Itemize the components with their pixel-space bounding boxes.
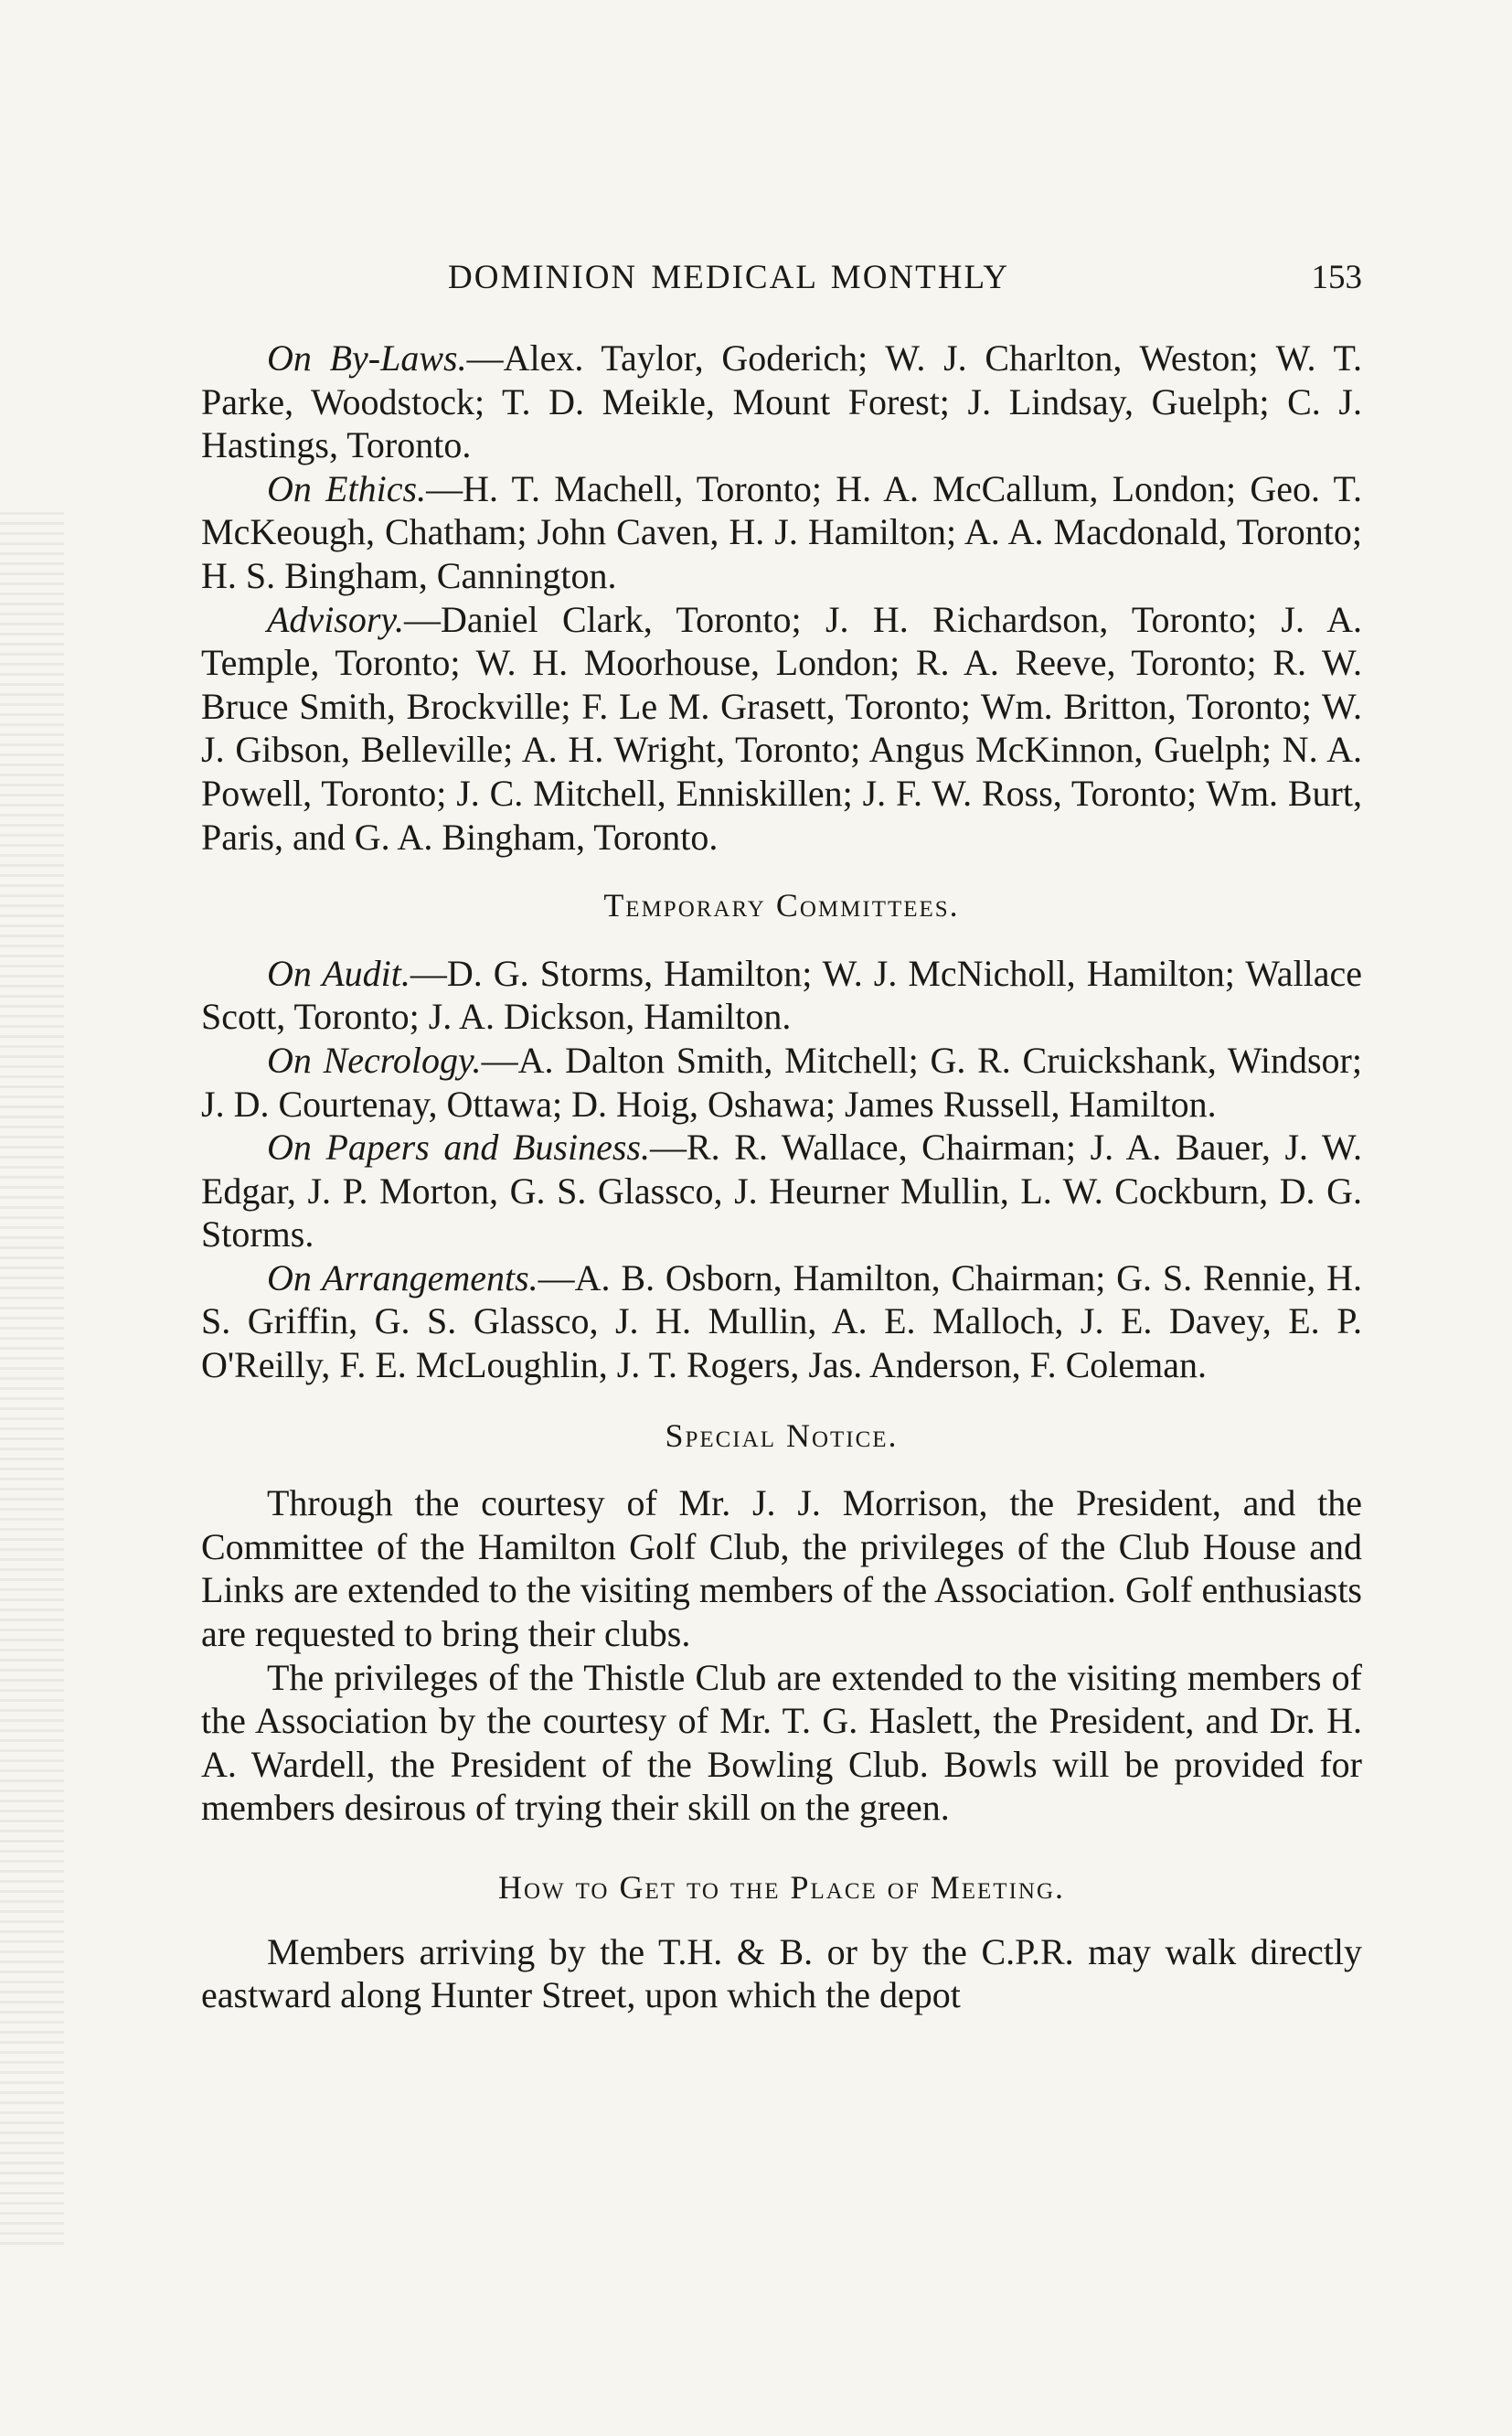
body-text bbox=[201, 337, 1362, 2017]
running-head bbox=[201, 258, 1362, 304]
advisory-label: Advisory. bbox=[267, 598, 404, 640]
papers-text: —R. R. Wallace, Chairman; J. A. Bauer, J. W. Edgar, J. P. Morton, G. S. Glassco, J. Heurner Mullin, L. W. Cockburn, D. G. Storms. bbox=[201, 1127, 1362, 1255]
audit-text: —D. G. Storms, Hamilton; W. J. McNicholl, Hamilton; Wallace Scott, Toronto; J. A. Dickson, Hamilton. bbox=[201, 952, 1363, 1038]
papers-label: On Papers and Business. bbox=[267, 1127, 650, 1169]
necrology-text: —A. Dalton Smith, Mitchell; G. R. Cruickshank, Windsor; J. D. Courtenay, Ottawa; D. Hoig, Oshawa; James Russell, Hamilton. bbox=[201, 1039, 1362, 1125]
advisory-text: —Daniel Clark, Toronto; J. H. Richardson, Toronto; J. A. Temple, Toronto; W. H. Moorhouse, London; R. A. Reeve, Toronto; R. W. Bruce Smith, Brockville; F. Le M. Grasett, Toronto; Wm. Britton, Toronto; W. J. Gibson, Belleville; A. H. Wright, Toronto; Angus McKinnon, Guelph; N. A. Powell, Toronto; J. C. Mitchell, Enniskillen; J. F. W. Ross, Toronto; Wm. Burt, Paris, and G. A. Bingham, Toronto. bbox=[201, 598, 1362, 858]
meeting-place-heading: How to Get to the Place of Meeting. bbox=[497, 1869, 1066, 1906]
necrology-label: On Necrology. bbox=[267, 1039, 482, 1081]
directions-paragraph: Members arriving by the T.H. & B. or by the C.P.R. may walk directly eastward along Hunter Street, upon which the depot bbox=[201, 1930, 1362, 2016]
ethics-label: On Ethics. bbox=[267, 467, 427, 509]
arrangements-paragraph bbox=[201, 1256, 1362, 1387]
advisory-paragraph bbox=[201, 598, 1362, 860]
arrangements-text: —A. B. Osborn, Hamilton, Chairman; G. S. Rennie, H. S. Griffin, G. S. Glassco, J. H. Mullin, A. E. Malloch, J. E. Davey, E. P. O'Reilly, F. E. McLoughlin, J. T. Rogers, Jas. Anderson, F. Coleman. bbox=[201, 1256, 1362, 1386]
special-notice-heading: Special Notice. bbox=[665, 1416, 899, 1454]
audit-paragraph bbox=[201, 952, 1362, 1039]
ethics-paragraph bbox=[201, 467, 1362, 598]
scan-edge-noise bbox=[0, 512, 64, 2249]
journal-title: DOMINION MEDICAL MONTHLY bbox=[448, 259, 1010, 296]
necrology-paragraph bbox=[201, 1039, 1362, 1126]
golf-club-paragraph: Through the courtesy of Mr. J. J. Morrison, the President, and the Committee of the Hamilton Golf Club, the privileges of the Club House and Links are extended to the visiting members of the Association. Golf enthusiasts are requested to bring their clubs. bbox=[201, 1482, 1362, 1655]
bylaws-label: On By-Laws. bbox=[267, 337, 467, 379]
page-number: 153 bbox=[1311, 259, 1362, 296]
papers-paragraph bbox=[201, 1126, 1362, 1256]
bylaws-text: —Alex. Taylor, Goderich; W. J. Charlton, Weston; W. T. Parke, Woodstock; T. D. Meikle, Mount Forest; J. Lindsay, Guelph; C. J. Hastings, Toronto. bbox=[201, 337, 1362, 466]
temporary-committees-heading: Temporary Committees. bbox=[603, 887, 960, 924]
arrangements-label: On Arrangements. bbox=[267, 1256, 538, 1298]
audit-label: On Audit. bbox=[267, 952, 410, 994]
ethics-text: —H. T. Machell, Toronto; H. A. McCallum, London; Geo. T. McKeough, Chatham; John Caven, H. J. Hamilton; A. A. Macdonald, Toronto; H. S. Bingham, Cannington. bbox=[201, 467, 1362, 596]
thistle-club-paragraph: The privileges of the Thistle Club are extended to the visiting members of the Association by the courtesy of Mr. T. G. Haslett, the President, and Dr. H. A. Wardell, the President of the Bowling Club. Bowls will be provided for members desirous of trying their skill on the green. bbox=[201, 1656, 1362, 1829]
bylaws-paragraph bbox=[201, 337, 1362, 467]
